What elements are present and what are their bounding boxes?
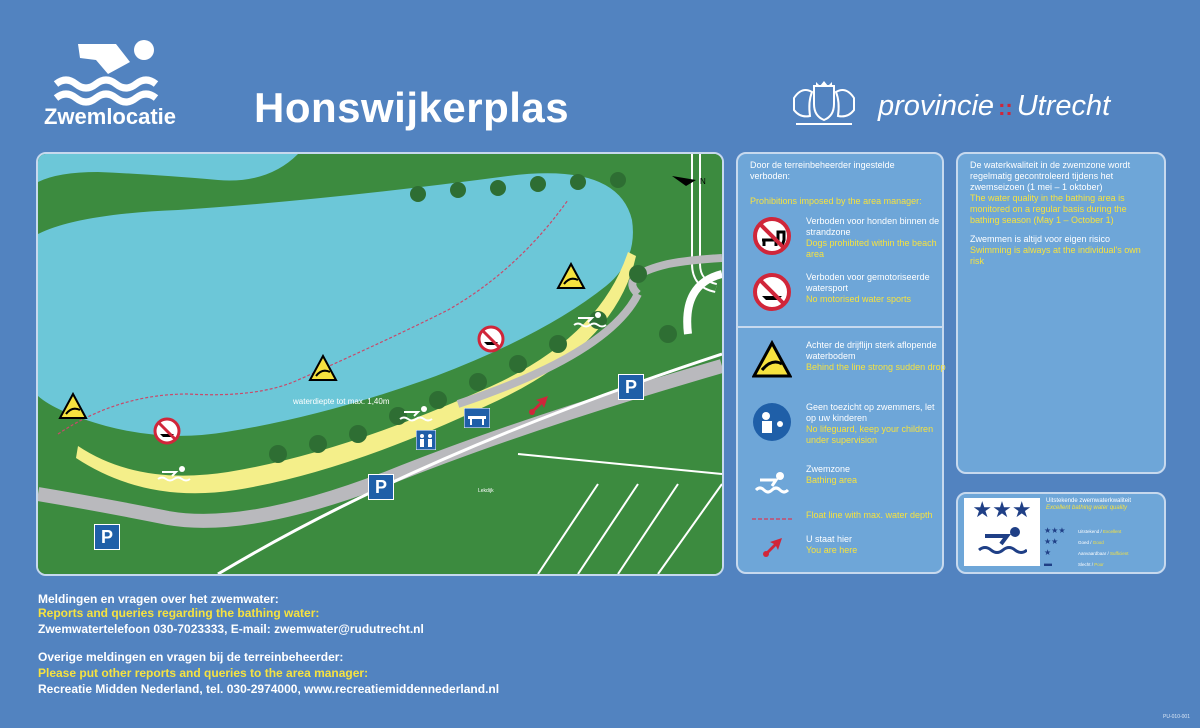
footer-q1-en: Reports and queries regarding the bathing water: [38,606,320,620]
zone-nl: Zwemzone [806,464,851,474]
map-drawing [38,154,722,574]
warning-drop-icon [752,340,792,380]
swimmer-icon [977,524,1027,560]
legend-excellent: ★★★ Uitstekend / Excellent [1044,526,1122,535]
no-motorboat-icon [476,324,506,354]
footer-q2-nl: Overige meldingen en vragen bij de terreinbeheerder: [38,650,344,664]
rating-title-nl: Uitstekende zwemwaterkwaliteit [1046,498,1132,504]
footer-q1-contact: Zwemwatertelefoon 030-7023333, E-mail: zwemwater@rudutrecht.nl [38,622,424,636]
picnic-icon [464,408,490,428]
no-lifeguard-icon [752,402,792,442]
logo-label: Zwemlocatie [43,104,177,129]
no-dogs-icon [752,216,792,256]
rating-stars: ★★★ [972,497,1032,522]
drop-en: Behind the line strong sudden drop [806,362,946,372]
quality-nl: De waterkwaliteit in de zwemzone wordt regelmatig gecontroleerd tijdens het zwemseizoen (1 mei – 1 oktober) [970,160,1131,192]
path-label: Lekdijk [478,488,494,494]
risk-nl: Zwemmen is altijd voor eigen risico [970,234,1111,244]
parking-icon: P [368,474,394,500]
lifeguard-nl: Geen toezicht op zwemmers, let op uw kinderen [806,402,935,423]
warning-drop-icon [556,262,586,290]
here-nl: U staat hier [806,534,853,544]
dogs-nl: Verboden voor honden binnen de strandzone [806,216,940,237]
province-right: Utrecht [1016,90,1111,122]
bathing-zone-icon [572,310,608,330]
warning-drop-icon [308,354,338,382]
float-line-icon [752,512,792,526]
risk-en: Swimming is always at the individual's own risk [970,245,1141,266]
drop-nl: Achter de drijflijn sterk aflopende waterbodem [806,340,937,361]
quality-en: The water quality in the bathing area is monitored on a regular basis during the bathing season (May 1 – October 1) [970,193,1127,225]
legend-sufficient: ★ Aanvaardbaar / Sufficient [1044,548,1129,557]
footer-q1-nl: Meldingen en vragen over het zwemwater: [38,592,279,606]
motor-nl: Verboden voor gemotoriseerde watersport [806,272,930,293]
footer-q2-en: Please put other reports and queries to the area manager: [38,666,369,680]
water-quality-panel [956,152,1166,474]
rating-panel [956,492,1166,574]
lifeguard-en: No lifeguard, keep your children under supervision [806,424,934,445]
province-name [878,90,1110,123]
legend-good: ★★ Goed / Good [1044,537,1104,546]
toilets-icon [416,430,436,450]
legend-poor: ▬ Slecht / Poor [1044,559,1104,568]
dogs-en: Dogs prohibited within the beach area [806,238,937,259]
rating-badge [964,498,1040,566]
coat-of-arms-icon [786,78,862,132]
rating-title-en: Excellent bathing water quality [1046,505,1128,511]
depth-label: waterdiepte tot max. 1,40m [293,397,390,406]
page-title: Honswijkerplas [254,84,570,131]
province-separator: :: [998,95,1013,120]
here-en: You are here [806,545,858,555]
zone-en: Bathing area [806,475,858,485]
prohibitions-intro-en: Prohibitions imposed by the area manager: [750,196,922,206]
area-map [36,152,724,576]
prohibitions-intro-nl: Door de terreinbeheerder ingestelde verboden: [750,160,895,181]
bathing-zone-icon [752,464,792,504]
bathing-zone-icon [156,464,192,484]
you-are-here-arrow-icon [762,534,786,558]
no-motorboat-icon [752,272,792,312]
footer-q2-contact: Recreatie Midden Nederland, tel. 030-2974000, www.recreatiemiddennederland.nl [38,682,500,696]
province-left: provincie [878,90,995,122]
warning-drop-icon [58,392,88,420]
you-are-here-arrow-icon [528,392,552,416]
north-label: N [700,177,706,186]
panel-divider [738,326,942,328]
bathing-zone-icon [398,404,434,424]
motor-en: No motorised water sports [806,294,912,304]
sign-code: PU-010-001 [1163,714,1190,720]
rating-legend [1044,526,1160,570]
no-motorboat-icon [152,416,182,446]
parking-icon: P [618,374,644,400]
parking-icon: P [94,524,120,550]
legend-panel [736,152,944,574]
float-en: Float line with max. water depth [806,510,933,520]
